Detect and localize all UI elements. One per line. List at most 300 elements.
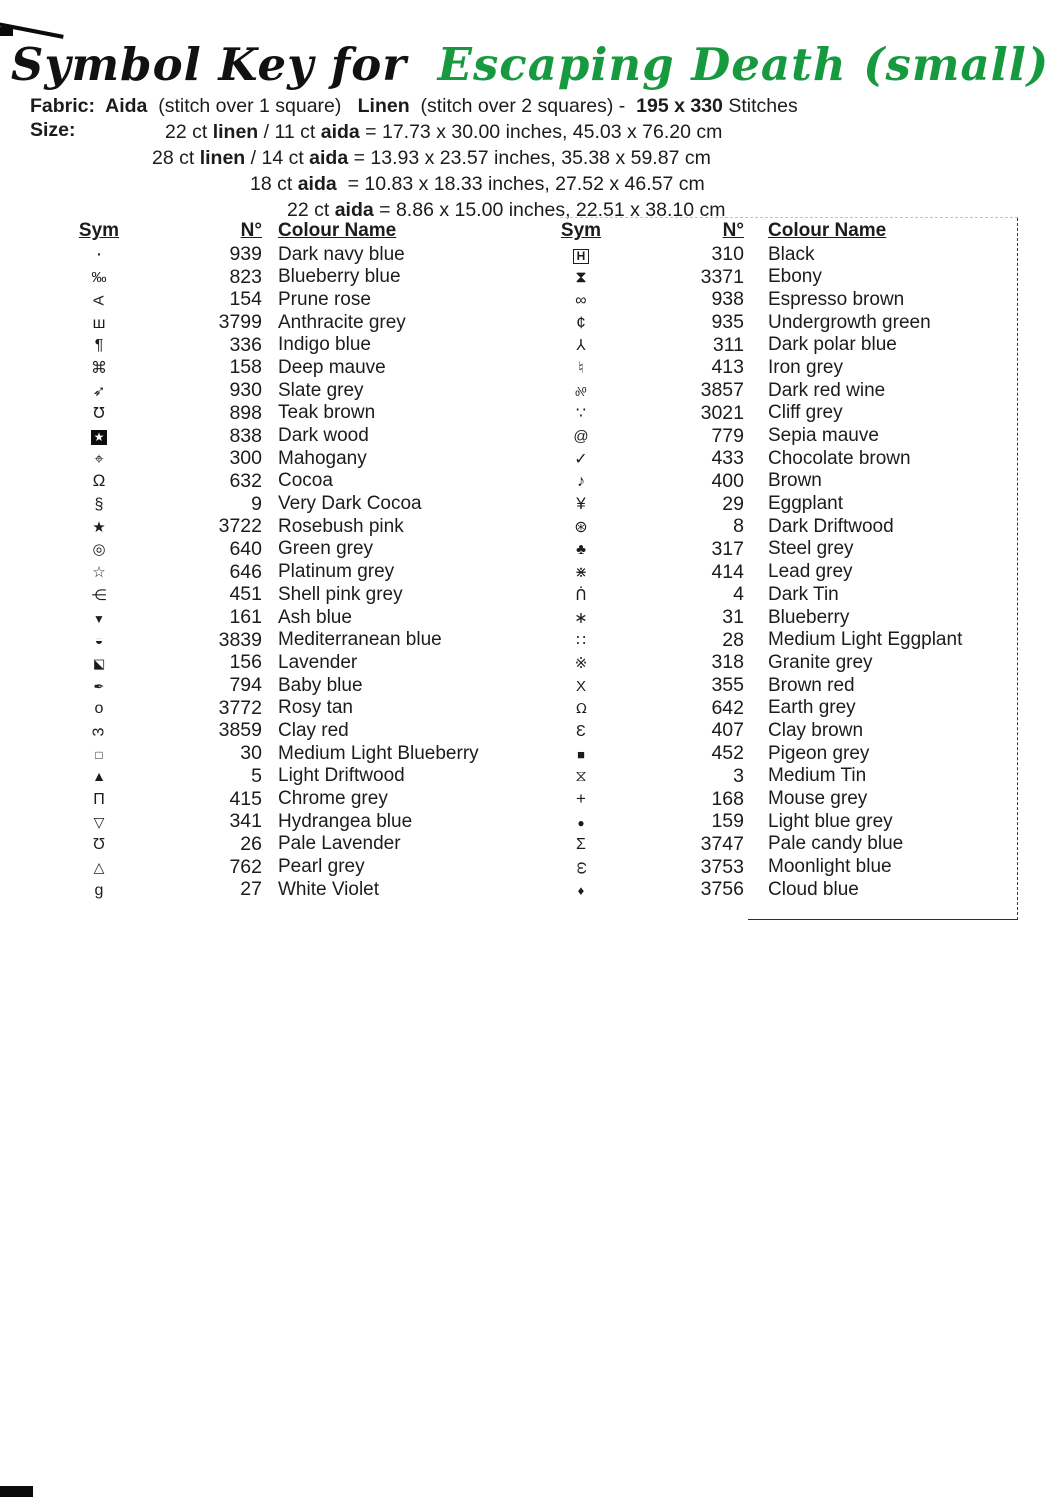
thread-number: 3747 <box>700 832 744 855</box>
key-row <box>76 402 530 425</box>
thread-number: 5 <box>251 764 262 787</box>
key-row <box>76 606 530 629</box>
thread-number: 646 <box>229 560 262 583</box>
colour-name: Platinum grey <box>278 561 395 583</box>
key-row <box>558 334 1018 357</box>
text-segment: 195 x 330 <box>636 95 723 117</box>
stitch-symbol <box>558 357 604 379</box>
key-row <box>76 765 530 788</box>
stitch-symbol <box>76 244 122 266</box>
colour-name: Light Driftwood <box>278 765 405 787</box>
key-row <box>76 561 530 584</box>
stitch-symbol <box>76 312 122 334</box>
scan-artifact-top-left <box>0 27 13 36</box>
stitch-symbol <box>76 675 122 697</box>
stitch-symbol-glyph: ⋲ <box>91 586 107 604</box>
colour-name: Medium Light Blueberry <box>278 742 479 764</box>
text-segment: 22 ct <box>165 121 213 143</box>
colour-name: Blueberry <box>768 606 850 628</box>
header-colour-name: Colour Name <box>278 220 397 241</box>
thread-number: 400 <box>711 469 744 492</box>
colour-name: Cliff grey <box>768 402 843 424</box>
colour-name: Medium Tin <box>768 765 867 787</box>
thread-number: 9 <box>251 492 262 515</box>
key-row <box>76 629 530 652</box>
colour-name: White Violet <box>278 878 380 900</box>
key-row <box>76 425 530 448</box>
stitch-symbol <box>558 833 604 855</box>
size-line <box>165 119 722 145</box>
key-row <box>76 266 530 289</box>
stitch-symbol <box>558 289 604 311</box>
stitch-symbol <box>76 402 122 424</box>
stitch-symbol-glyph: ★ <box>91 430 108 445</box>
stitch-symbol-glyph: ■ <box>577 746 585 762</box>
key-row <box>76 810 530 833</box>
thread-number: 168 <box>711 787 744 810</box>
stitch-symbol <box>76 811 122 833</box>
thread-number: 414 <box>711 560 744 583</box>
stitch-symbol-glyph: ◪ <box>92 655 106 671</box>
stitch-symbol-glyph: ☆ <box>92 564 106 582</box>
stitch-symbol <box>76 470 122 492</box>
stitch-symbol-glyph: H <box>573 249 590 264</box>
stitch-symbol-glyph: § <box>94 496 104 514</box>
thread-number: 939 <box>229 243 262 265</box>
key-row <box>558 878 1018 901</box>
colour-name: Chocolate brown <box>768 447 911 469</box>
stitch-symbol <box>558 697 604 719</box>
key-row <box>558 447 1018 470</box>
stitch-symbol-glyph: A <box>90 295 108 306</box>
stitch-symbol <box>558 402 604 424</box>
colour-name: Mediterranean blue <box>278 629 442 651</box>
key-row <box>76 788 530 811</box>
colour-name: Rosy tan <box>278 697 353 719</box>
stitch-symbol-glyph: ∗ <box>574 609 588 627</box>
text-segment: / 14 ct <box>245 147 310 169</box>
thread-number: 159 <box>711 810 744 833</box>
colour-name: Steel grey <box>768 538 854 560</box>
stitch-symbol-glyph: ♪ <box>577 473 585 491</box>
thread-number: 762 <box>229 855 262 878</box>
colour-name: Brown red <box>768 674 855 696</box>
thread-number: 779 <box>711 424 744 447</box>
key-row <box>558 561 1018 584</box>
stitch-symbol-glyph: ∞ <box>575 291 587 309</box>
stitch-symbol <box>76 493 122 515</box>
colour-name: Medium Light Eggplant <box>768 629 963 651</box>
stitch-symbol <box>76 607 122 629</box>
colour-name: Brown <box>768 470 822 492</box>
colour-name: Granite grey <box>768 651 873 673</box>
thread-number: 3772 <box>218 696 262 719</box>
key-table-right <box>558 219 1018 901</box>
stitch-symbol-glyph: ⧖ <box>575 768 587 786</box>
stitch-symbol <box>76 697 122 719</box>
thread-number: 642 <box>711 696 744 719</box>
stitch-symbol <box>76 357 122 379</box>
colour-name: Green grey <box>278 538 374 560</box>
stitch-symbol-glyph: ⅄ <box>576 337 586 355</box>
colour-name: Indigo blue <box>278 334 371 356</box>
stitch-symbol-glyph: ⋇ <box>574 564 588 582</box>
colour-name: Teak brown <box>278 402 376 424</box>
thread-number: 341 <box>229 810 262 833</box>
key-row <box>76 515 530 538</box>
colour-name: Dark navy blue <box>278 243 405 265</box>
colour-name: Mouse grey <box>768 788 868 809</box>
stitch-symbol <box>76 561 122 583</box>
thread-number: 31 <box>722 606 744 628</box>
stitch-symbol-glyph: ⌖ <box>94 450 104 468</box>
key-rows-right <box>558 243 1018 901</box>
colour-name: Clay brown <box>768 719 864 741</box>
thread-number: 452 <box>711 742 744 765</box>
stitch-symbol-glyph: ※ <box>574 654 588 672</box>
stitch-symbol <box>558 266 604 288</box>
text-segment: 22 ct <box>287 199 335 221</box>
thread-number: 3753 <box>700 855 744 878</box>
thread-number: 3722 <box>218 515 262 538</box>
stitch-symbol <box>558 538 604 560</box>
stitch-symbol-glyph: ℧ <box>93 405 105 423</box>
thread-number: 935 <box>711 311 744 334</box>
colour-name: Clay red <box>278 719 349 741</box>
thread-number: 3859 <box>218 719 262 742</box>
thread-number: 355 <box>711 674 744 697</box>
header-colour-name: Colour Name <box>768 220 887 241</box>
thread-number: 823 <box>229 265 262 288</box>
stitch-symbol <box>558 493 604 515</box>
fabric-line <box>30 93 798 119</box>
stitch-symbol <box>76 448 122 470</box>
colour-name: Blueberry blue <box>278 266 401 288</box>
stitch-symbol-glyph: ✓ <box>574 450 588 468</box>
key-row <box>558 606 1018 629</box>
text-segment: aida <box>320 121 360 143</box>
thread-number: 26 <box>240 832 262 855</box>
key-row <box>76 243 530 266</box>
colour-name: Cloud blue <box>768 878 859 900</box>
size-line <box>250 171 705 197</box>
stitch-symbol <box>558 312 604 334</box>
stitch-symbol-glyph: · <box>95 242 103 265</box>
thread-number: 938 <box>711 288 744 311</box>
colour-name: Black <box>768 243 815 265</box>
stitch-symbol <box>558 516 604 538</box>
thread-number: 156 <box>229 651 262 674</box>
colour-name: Dark polar blue <box>768 334 897 356</box>
key-row <box>558 538 1018 561</box>
stitch-symbol <box>558 470 604 492</box>
stitch-symbol-glyph: Π <box>93 791 105 808</box>
stitch-symbol <box>76 743 122 765</box>
stitch-symbol <box>76 380 122 402</box>
stitch-symbol <box>558 879 604 901</box>
colour-name: Rosebush pink <box>278 515 404 537</box>
text-segment: aida <box>334 199 374 221</box>
stitch-symbol-glyph: ♦ <box>577 882 585 898</box>
colour-name: Iron grey <box>768 356 843 378</box>
text-segment: 18 ct <box>250 173 298 195</box>
stitch-symbol-glyph: ▽ <box>93 813 105 830</box>
thread-number: 29 <box>722 492 744 515</box>
stitch-symbol-glyph: ∷ <box>576 632 586 650</box>
stitch-symbol <box>76 538 122 560</box>
colour-name: Undergrowth green <box>768 311 931 333</box>
colour-name: Light blue grey <box>768 810 893 832</box>
thread-number: 336 <box>229 333 262 356</box>
key-row <box>558 425 1018 448</box>
colour-name: Dark wood <box>278 425 369 446</box>
thread-number: 3756 <box>700 878 744 901</box>
key-row <box>558 719 1018 742</box>
key-rows-left <box>76 243 530 901</box>
text-segment: = 8.86 x 15.00 inches, 22.51 x 38.10 cm <box>373 199 726 221</box>
stitch-symbol <box>76 584 122 606</box>
thread-number: 433 <box>711 447 744 470</box>
colour-name: Ash blue <box>278 606 352 628</box>
thread-number: 318 <box>711 651 744 674</box>
colour-name: Pigeon grey <box>768 742 870 764</box>
thread-number: 300 <box>229 447 262 470</box>
key-row <box>558 629 1018 652</box>
key-row <box>558 379 1018 402</box>
colour-name: Pale candy blue <box>768 833 904 855</box>
text-segment: / 11 ct <box>258 121 321 143</box>
stitch-symbol-glyph: △ <box>93 859 105 876</box>
stitch-symbol-glyph: Ʊ <box>93 836 105 854</box>
stitch-symbol-glyph: ∵ <box>575 405 587 423</box>
thread-number: 930 <box>229 379 262 402</box>
thread-number: 451 <box>229 583 262 606</box>
stitch-symbol-glyph: ᑏ <box>575 586 587 604</box>
scan-artifact-bottom-left <box>0 1486 33 1497</box>
stitch-symbol <box>558 856 604 878</box>
page-title <box>0 38 1060 91</box>
stitch-symbol-glyph: Ɛ <box>576 722 586 740</box>
stitch-symbol <box>558 629 604 651</box>
key-row <box>558 583 1018 606</box>
text-segment: aida <box>297 173 337 195</box>
stitch-symbol-glyph: 3 <box>90 727 107 737</box>
key-row <box>76 856 530 879</box>
thread-number: 30 <box>240 742 262 765</box>
stitch-symbol <box>76 334 122 356</box>
stitch-symbol-glyph: ● <box>577 815 585 830</box>
key-row <box>558 356 1018 379</box>
thread-number: 4 <box>733 583 744 606</box>
stitch-symbol <box>76 720 122 742</box>
colour-name: Ebony <box>768 266 822 288</box>
table-bottom-border <box>748 919 1018 920</box>
title-prefix: Symbol Key for <box>10 38 407 91</box>
stitch-symbol-glyph: ▲ <box>92 768 106 785</box>
stitch-symbol <box>558 720 604 742</box>
stitch-symbol-glyph: ◒ <box>94 632 104 649</box>
stitch-symbol-glyph: ▼ <box>93 611 105 626</box>
thread-number: 632 <box>229 469 262 492</box>
text-segment: linen <box>199 147 246 169</box>
header-number: N° <box>240 220 262 241</box>
thread-number: 27 <box>240 878 262 901</box>
thread-number: 838 <box>229 424 262 447</box>
colour-name: Dark Tin <box>768 583 839 605</box>
stitch-symbol <box>558 448 604 470</box>
key-row <box>76 334 530 357</box>
key-row <box>76 833 530 856</box>
colour-name: Espresso brown <box>768 288 905 310</box>
header-number: N° <box>722 220 744 241</box>
size-line <box>152 145 711 171</box>
title-pattern-name: Escaping Death (small) <box>437 38 1050 91</box>
stitch-symbol-glyph: ➶ <box>92 382 106 400</box>
key-row <box>76 878 530 901</box>
key-row <box>76 697 530 720</box>
text-segment: Fabric: <box>30 95 106 117</box>
stitch-symbol-glyph: Σ <box>576 836 586 854</box>
stitch-symbol <box>558 765 604 787</box>
thread-number: 415 <box>229 787 262 810</box>
key-row <box>558 311 1018 334</box>
stitch-symbol-glyph: □ <box>95 747 103 762</box>
stitch-symbol-glyph: ⊛ <box>574 518 588 536</box>
stitch-symbol-glyph: ‰ <box>91 269 107 287</box>
key-row <box>558 402 1018 425</box>
text-segment: (stitch over 1 square) <box>147 95 358 117</box>
stitch-symbol-glyph: ♮ <box>578 359 584 377</box>
colour-name: Dark Driftwood <box>768 515 894 537</box>
text-segment: Stitches <box>722 95 798 117</box>
key-row <box>76 493 530 516</box>
table-top-border <box>560 217 1018 218</box>
stitch-symbol <box>76 856 122 878</box>
text-segment: linen <box>212 121 259 143</box>
colour-name: Pearl grey <box>278 856 365 878</box>
stitch-symbol-glyph: ♣ <box>576 541 586 559</box>
text-segment: (stitch over 2 squares) - <box>409 95 637 117</box>
key-row <box>558 515 1018 538</box>
colour-name: Baby blue <box>278 674 363 696</box>
stitch-symbol <box>558 380 604 402</box>
text-segment: = 17.73 x 30.00 inches, 45.03 x 76.20 cm <box>359 121 723 143</box>
key-row <box>558 788 1018 811</box>
key-row <box>76 742 530 765</box>
colour-name: Slate grey <box>278 379 364 401</box>
size-label: Size: <box>30 119 76 141</box>
stitch-symbol-glyph: ✒ <box>93 678 105 694</box>
thread-number: 640 <box>229 537 262 560</box>
stitch-symbol-glyph: Ω <box>92 471 106 491</box>
thread-number: 161 <box>229 606 262 628</box>
stitch-symbol <box>558 425 604 447</box>
stitch-symbol <box>76 289 122 311</box>
thread-number: 413 <box>711 356 744 379</box>
thread-number: 3857 <box>700 379 744 402</box>
key-row <box>558 833 1018 856</box>
colour-name: Cocoa <box>278 470 333 492</box>
stitch-symbol-glyph: ¥ <box>576 494 586 514</box>
key-row <box>558 697 1018 720</box>
key-table-header <box>76 219 530 243</box>
colour-name: Eggplant <box>768 493 844 515</box>
stitch-symbol-glyph: ш <box>92 314 106 332</box>
thread-number: 8 <box>733 515 744 538</box>
thread-number: 28 <box>722 628 744 651</box>
thread-number: 3371 <box>700 265 744 288</box>
key-row <box>558 243 1018 266</box>
key-row <box>76 651 530 674</box>
key-row <box>76 379 530 402</box>
stitch-symbol <box>558 652 604 674</box>
thread-number: 154 <box>229 288 262 311</box>
thread-number: 3839 <box>218 628 262 651</box>
stitch-symbol <box>558 675 604 697</box>
key-row <box>558 765 1018 788</box>
stitch-symbol-glyph: ⌘ <box>91 359 107 377</box>
key-row <box>558 493 1018 516</box>
stitch-symbol <box>76 266 122 288</box>
thread-number: 898 <box>229 401 262 424</box>
colour-name: Earth grey <box>768 697 856 719</box>
stitch-symbol-glyph: X <box>575 677 586 695</box>
stitch-symbol <box>76 788 122 810</box>
colour-name: Moonlight blue <box>768 856 892 878</box>
stitch-symbol <box>558 584 604 606</box>
text-segment: Linen <box>357 95 410 117</box>
stitch-symbol <box>76 652 122 674</box>
key-row <box>76 674 530 697</box>
key-row <box>558 742 1018 765</box>
text-segment: = 10.83 x 18.33 inches, 27.52 x 46.57 cm <box>336 173 705 195</box>
key-row <box>558 651 1018 674</box>
stitch-symbol <box>558 811 604 833</box>
header-sym: Sym <box>560 220 602 241</box>
colour-name: Lead grey <box>768 561 853 583</box>
key-row <box>558 674 1018 697</box>
stitch-symbol <box>558 244 604 266</box>
stitch-symbol-glyph: + <box>576 789 586 808</box>
thread-number: 3021 <box>700 401 744 424</box>
key-row <box>558 470 1018 493</box>
stitch-symbol <box>76 765 122 787</box>
stitch-symbol <box>76 879 122 901</box>
stitch-symbol-glyph: ◎ <box>92 541 106 559</box>
thread-number: 794 <box>229 674 262 697</box>
stitch-symbol <box>76 516 122 538</box>
stitch-symbol-glyph: @ <box>573 428 589 445</box>
stitch-symbol-glyph: ω <box>573 861 590 875</box>
thread-number: 158 <box>229 356 262 379</box>
colour-name: Pale Lavender <box>278 833 401 855</box>
key-row <box>558 856 1018 879</box>
key-row <box>76 538 530 561</box>
stitch-symbol-glyph: ℧ <box>575 700 587 717</box>
colour-name: Very Dark Cocoa <box>278 493 422 515</box>
stitch-symbol <box>558 788 604 810</box>
thread-number: 3 <box>733 764 744 787</box>
stitch-symbol <box>558 334 604 356</box>
key-row <box>76 447 530 470</box>
thread-number: 407 <box>711 719 744 742</box>
thread-number: 3799 <box>218 311 262 334</box>
stitch-symbol <box>558 743 604 765</box>
key-table-header <box>558 219 1018 243</box>
stitch-symbol-glyph: ⧗ <box>575 269 587 287</box>
key-row <box>76 470 530 493</box>
colour-name: Sepia mauve <box>768 425 879 446</box>
